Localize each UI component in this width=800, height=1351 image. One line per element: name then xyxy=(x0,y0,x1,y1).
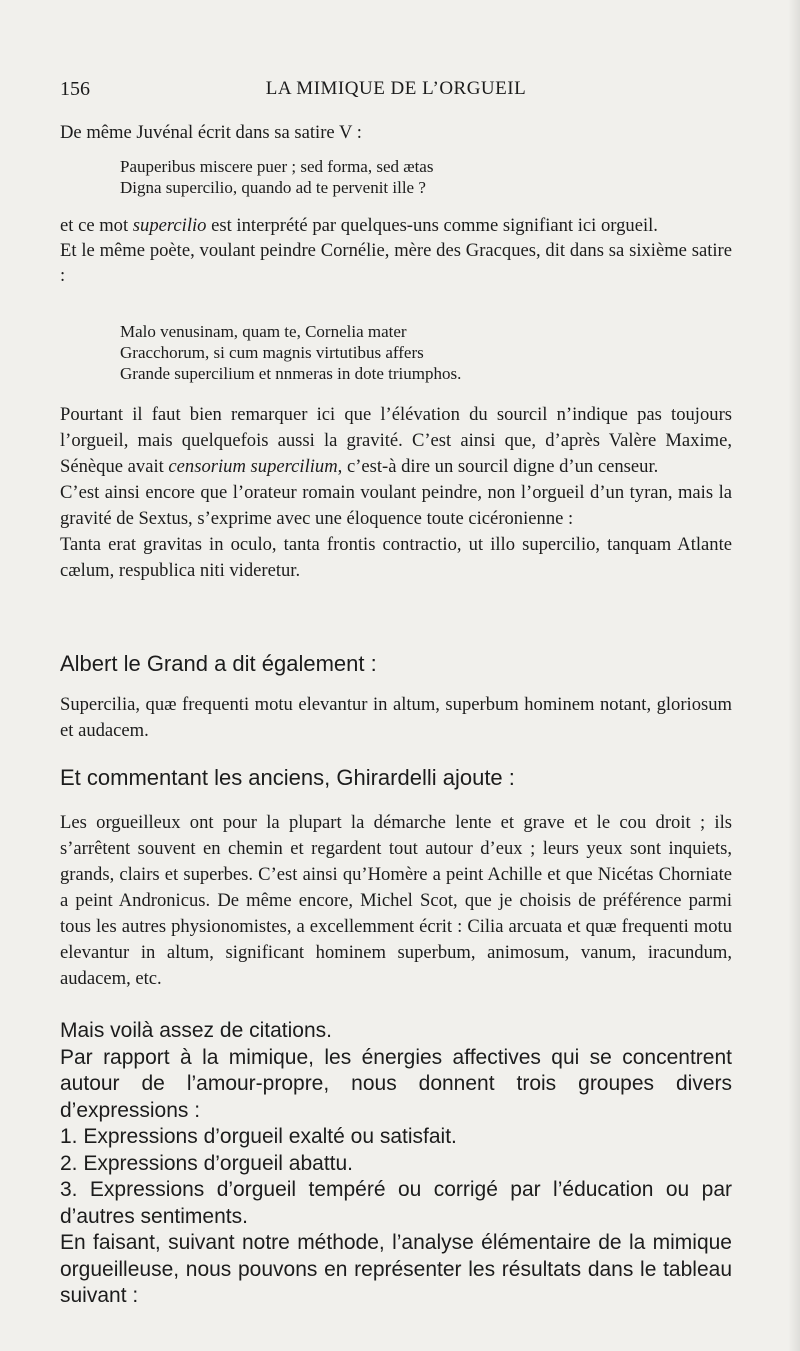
conclusion-paragraph: Par rapport à la mimique, les énergies affectives qui se concentrent autour de l’amour-propre, nous donnent trois groupes divers d’expressions : xyxy=(60,1045,732,1122)
sextus-paragraph: C’est ainsi encore que l’orateur romain voulant peindre, non l’orgueil d’un tyran, mais la gravité de Sextus, s’exprime avec une éloquence toute cicéronienne : xyxy=(60,482,732,529)
verse-line: Digna supercilio, quando ad te pervenit ille ? xyxy=(120,178,426,197)
expression-list-item: 3. Expressions d’orgueil tempéré ou corrigé par l’éducation ou par d’autres sentiments. xyxy=(60,1178,732,1228)
text-run: et ce mot xyxy=(60,215,133,236)
cornelia-intro-text: Et le même poète, voulant peindre Cornélie, mère des Gracques, dit dans sa sixième satire : xyxy=(60,240,732,286)
latin-quote: Tanta erat gravitas in oculo, tanta frontis contractio, ut illo supercilio, tanquam Atlante cælum, respublica niti videretur. xyxy=(60,534,732,581)
ghirardelli-heading: Et commentant les anciens, Ghirardelli ajoute : xyxy=(60,765,515,790)
gravity-paragraph xyxy=(60,402,732,480)
juvenal-intro-text: De même Juvénal écrit dans sa satire V : xyxy=(60,122,362,143)
ghirardelli-quote: Les orgueilleux ont pour la plupart la démarche lente et grave et le cou droit ; ils s’arrêtent souvent en chemin et regardent tout autour d’eux ; leurs yeux sont inquiets, grands, clairs et superbes. C’est ainsi qu’Homère a peint Achille et que Nicétas Chorniate a peint Andronicus. De même encore, Michel Scot, que je choisis de préférence parmi tous les autres physionomistes, a excellemment écrit : Cilia arcuata et quæ frequenti motu elevantur in altum, significant hominem superbum, animosum, vanum, iracundum, audacem, etc. xyxy=(60,812,732,989)
page-number: 156 xyxy=(60,78,90,100)
conclusion-line: Mais voilà assez de citations. xyxy=(60,1019,332,1042)
expression-list-item: 2. Expressions d’orgueil abattu. xyxy=(60,1151,354,1175)
expression-list-item: 1. Expressions d’orgueil exalté ou satisfait. xyxy=(60,1125,457,1148)
verse-line: Pauperibus miscere puer ; sed forma, sed ætas xyxy=(120,157,434,176)
verse-line: Grande supercilium et nnmeras in dote triumphos. xyxy=(120,364,462,383)
page-edge-shadow xyxy=(788,0,800,1351)
supercilio-paragraph xyxy=(60,213,732,288)
running-title: LA MIMIQUE DE L’ORGUEIL xyxy=(265,78,527,99)
gravity-section xyxy=(60,402,732,584)
supercilio-text xyxy=(60,213,732,238)
albert-heading: Albert le Grand a dit également : xyxy=(60,651,377,676)
text-run: , c’est-à dire un sourcil digne d’un censeur. xyxy=(337,456,659,477)
text-run: Pourtant il faut bien remarquer ici que l’élévation du sourcil n’indique pas toujours l’orgueil, mais quelquefois aussi la gravité. C’est ainsi que, d’après Valère Maxime, Sénèque avait xyxy=(60,404,732,477)
italic-term: censorium supercilium xyxy=(168,456,338,477)
juvenal-verse xyxy=(120,156,680,198)
verse-line: Gracchorum, si cum magnis virtutibus affers xyxy=(120,343,424,362)
ghirardelli-quote-block xyxy=(60,810,732,992)
albert-quote-block xyxy=(60,692,732,744)
albert-quote: Supercilia, quæ frequenti motu elevantur in altum, superbum hominem notant, gloriosum et audacem. xyxy=(60,694,732,741)
final-paragraph: En faisant, suivant notre méthode, l’analyse élémentaire de la mimique orgueilleuse, nous pouvons en représenter les résultats dans le tableau suivant : xyxy=(60,1231,732,1307)
italic-term: supercilio xyxy=(132,215,207,236)
juvenal-intro xyxy=(60,120,732,145)
conclusion-section xyxy=(60,1018,732,1310)
verse-line: Malo venusinam, quam te, Cornelia mater xyxy=(120,322,407,341)
cornelia-verse xyxy=(120,321,680,384)
page-header xyxy=(60,78,732,104)
text-run: est interprété par quelques-uns comme signifiant ici orgueil. xyxy=(206,215,658,236)
